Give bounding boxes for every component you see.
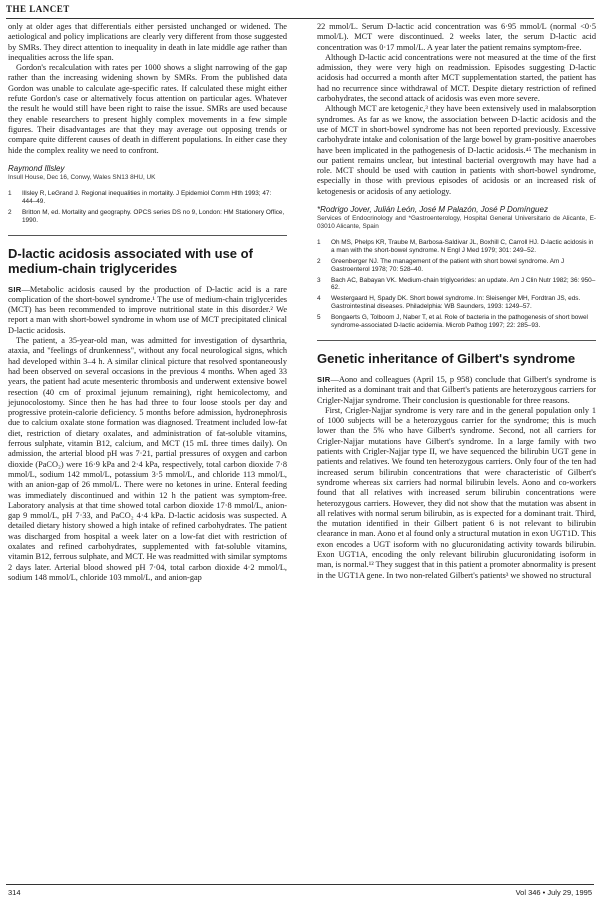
article-paragraph: First, Crigler-Najjar syndrome is very rare and in the general population only 1 of 1000 subjects will be a heterozygous carrier for the syndrome; this is much lower than the 5% who have Gilbert's syndrome. Second, not all carriers for Crigler-Najjar mutations have Gilbert's syndrome. In a large family with two patients with Crigler-Najjar type II, we have sequenced the bilirubin UGT gene in patients and relatives. We found ten heterozygous carriers. Only four of the ten had increased serum bilirubin concentrations that were characteristic of Gilbert's syndrome whereas six carriers had normal bilirubin levels. Aono and co-workers found that all relatives with increased serum bilirubin concentrations were heterozygous carriers. However, they did not show that the mutation was absent in all relatives with normal serum bilirubin, as is expected for a dominant trait. Third, the mutation identified in their Gilbert patient 6 is not relevant to bilirubin clearance in man. Aono et al found only a structural mutation in exon UGT1D. This exon encodes a UGT isoform with no glucuronidating activity towards bilirubin. Exon UGT1A, encoding the only relevant bilirubin glucuronidating isoform in man, is normal.¹² They suggest that in this patient a promoter abnormality is present in the UGT1A gene. In two non-related Gilbert's patients³ we showed no structural <box>317 405 596 580</box>
reference-item: 1 Oh MS, Phelps KR, Traube M, Barbosa-Saldivar JL, Boxhill C, Carroll HJ. D-lactic acidosis in a man with the short-bowel syndrome. N Engl J Med 1979; 301: 249–52. <box>317 238 594 254</box>
right-column <box>317 22 596 581</box>
reference-item: 4 Westergaard H, Spady DK. Short bowel syndrome. In: Sleisenger MH, Fordtran JS, eds. Gastrointestinal diseases. Philadelphia: WB Saunders, 1993: 1249–57. <box>317 295 581 311</box>
reference-item: 2 Greenberger NJ. The management of the patient with short bowel syndrome. Am J Gastroenterol 1978; 70: 528–40. <box>317 257 565 273</box>
section-divider <box>8 235 287 236</box>
header-rule <box>6 18 594 19</box>
article-paragraph: 22 mmol/L. Serum D-lactic acid concentration was 6·95 mmol/L (normal <0·5 mmol/L). MCT were discontinued. 2 weeks later, the serum D-lactic acid concentration was 0·17 mmol/L. A year later the patient remains symptom-free. <box>317 22 596 52</box>
intro-paragraph: Gordon's recalculation with rates per 1000 shows a slight narrowing of the gap rather than the increasing widening shown by SMRs. From the published data Gordon was unable to calculate age-specific rates. If calculated these might either refute Gordon's case or alternatively focus attention on particular ages. Whatever the result he would still have been right to raise the issue. SMRs are used because they enable researchers to present highly complex movements in a few simple figures. Their disadvantages are that they may average out opposing trends or compare quite different causes of death in different populations. In either case they hide the complex reality we need to confront. <box>8 63 287 155</box>
left-column <box>8 22 287 583</box>
lead-word: SIR <box>317 375 331 384</box>
article-paragraph: SIR—Metabolic acidosis caused by the production of D-lactic acid is a rare complication of the short-bowel syndrome.¹ The use of medium-chain triglycerides (MCT) has been recommended to improve nutritional state in this disorder.² We report a man with short-bowel syndrome in whom use of MCT precipitated clinical D-lactic acidosis. <box>8 284 287 335</box>
letter-authors: *Rodrigo Jover, Julián León, José M Palazón, José P Domínguez <box>317 205 548 215</box>
intro-paragraph: only at older ages that differentials either persisted unchanged or widened. The aetiological and policy implications are clearly very different from those suggested by SMRs. They direct attention to inequality in death in late middle age rather than inequalities across the life span. <box>8 22 287 62</box>
article-paragraph: The patient, a 35-year-old man, was admitted for investigation of dysarthria, ataxia, and "feelings of drunkenness", without any focal neurological signs, which had developed within 3–4 h. A similar clinical picture that resolved spontaneously had been observed on several occasions in the previous 4 months. When aged 33 years, the patient had acute mesenteric thrombosis and underwent extensive bowel resection (40 cm of proximal jejunum remaining), right hemicolectomy, and jejunocolostomy. Since then he has had three to four loose stools per day and progressive protein-calorie deficiency. 5 months before admission, hydronephrosis due to calcium oxalate stone formation was diagnosed. Treatment included low-fat diet, restriction of dietary oxalates, and administration of fat-soluble vitamins, ferrous sulphate, vitamin B12, calcium, and MCT (15 mL three times daily). On admission, the arterial blood pH was 7·21, partial pressures of oxygen and carbon dioxide (PaCO₂) were 16·9 kPa and 2·4 kPa, respectively, total carbon dioxide 7·8 mmol/L, sodium 142 mmol/L, potassium 3·5 mmol/L, and chloride 113 mmol/L, with an anion-gap of 26 mmol/L. There were no ketones in urine. Enteral feeding was immediately discontinued and within 12 h the patient was symptom-free. Laboratory analysis at that time showed total carbon dioxide 17·8 mmol/L, anion-gap 9 mmol/L, pH 7·33, and PaCO₂ 4·4 kPa. D-lactic acidosis was suspected. A detailed dietary history showed a high intake of refined carbohydrates. The patient was discharged from hospital a week later on a low-fat diet with restriction of oxalates and refined carbohydrates, supplemented with fat-soluble vitamins, vitamin B12, ferrous sulphate, and MCT. He was readmitted with similar symptoms 2 days later. Arterial blood showed pH 7·04, total carbon dioxide 4·2 mmol/L, sodium 148 mmol/L, chloride 103 mmol/L, and anion-gap <box>8 336 287 582</box>
article-paragraph: Although MCT are ketogenic,³ they have been extensively used in malabsorption syndromes. As far as we know, the association between D-lactic acidosis and the use of MCT in short-bowel syndrome has not been reported previously. Excessive carbohydrate intake and colonisation of the large bowel by gram-positive anaerobes have been implicated in the pathogenesis of D-lactic acidosis.⁴⁵ The mechanism in our patient remains unclear, but intestinal bacterial overgrowth may have had a role. MCT should be used with caution in patients with short-bowel syndrome, especially in those with previous episodes of acidosis or an increased risk of ketogenesis or acidosis of any aetiology. <box>317 104 596 196</box>
reference-list <box>8 190 287 225</box>
article-title: D-lactic acidosis associated with use of medium-chain triglycerides <box>8 245 253 276</box>
article-title: Genetic inheritance of Gilbert's syndrome <box>317 351 576 366</box>
reference-item: 3 Bach AC, Babayan VK. Medium-chain triglycerides: an update. Am J Clin Nutr 1982; 36: 950–62. <box>317 276 596 292</box>
letter-affiliation: Insull House, Dec 16, Conwy, Wales SN13 8HU, UK <box>8 174 156 182</box>
letter-signature: Raymond Illsley <box>8 163 65 173</box>
journal-masthead: THE LANCET <box>6 4 70 14</box>
page-number: 314 <box>8 888 21 897</box>
volume-info: Vol 346 • July 29, 1995 <box>515 888 592 897</box>
reference-item: 5 Bongaerts G, Tolboom J, Naber T, et al. Role of bacteria in the pathogenesis of short bowel syndrome-associated D-lactic acidemia. Microb Pathog 1997; 22: 285–93. <box>317 314 588 330</box>
letter-affiliation: Services of Endocrinology and *Gastroenterology, Hospital General Universitario de Alicante, E-03010 Alicante, Spain <box>317 215 596 231</box>
reference-item: 2 Britton M, ed. Mortality and geography. OPCS series DS no 9, London: HM Stationery Office, 1990. <box>8 208 285 224</box>
article-paragraph: SIR—Aono and colleagues (April 15, p 958) conclude that Gilbert's syndrome is inherited as a dominant trait and that Gilbert's patients are heterozygous carriers for Crigler-Najjar syndrome. Their conclusion is questionable for three reasons. <box>317 375 596 405</box>
reference-list <box>317 239 596 330</box>
section-divider <box>317 340 596 341</box>
reference-item: 1 Illsley R, LeGrand J. Regional inequalities in mortality. J Epidemiol Comm Hlth 1993; 47: 444–49. <box>8 189 272 205</box>
lead-word: SIR <box>8 284 22 294</box>
page-footer <box>6 884 594 897</box>
article-paragraph: Although D-lactic acid concentrations were not measured at the time of the first admission, they were very high on readmission. Episodes suggesting D-lactic acidosis had occurred a month after MCT supplementation started, the patient has had no recurrence since withdrawal of MCT. Despite dietary restriction of refined carbohydrates, the second attack of acidosis was even more severe. <box>317 52 596 104</box>
